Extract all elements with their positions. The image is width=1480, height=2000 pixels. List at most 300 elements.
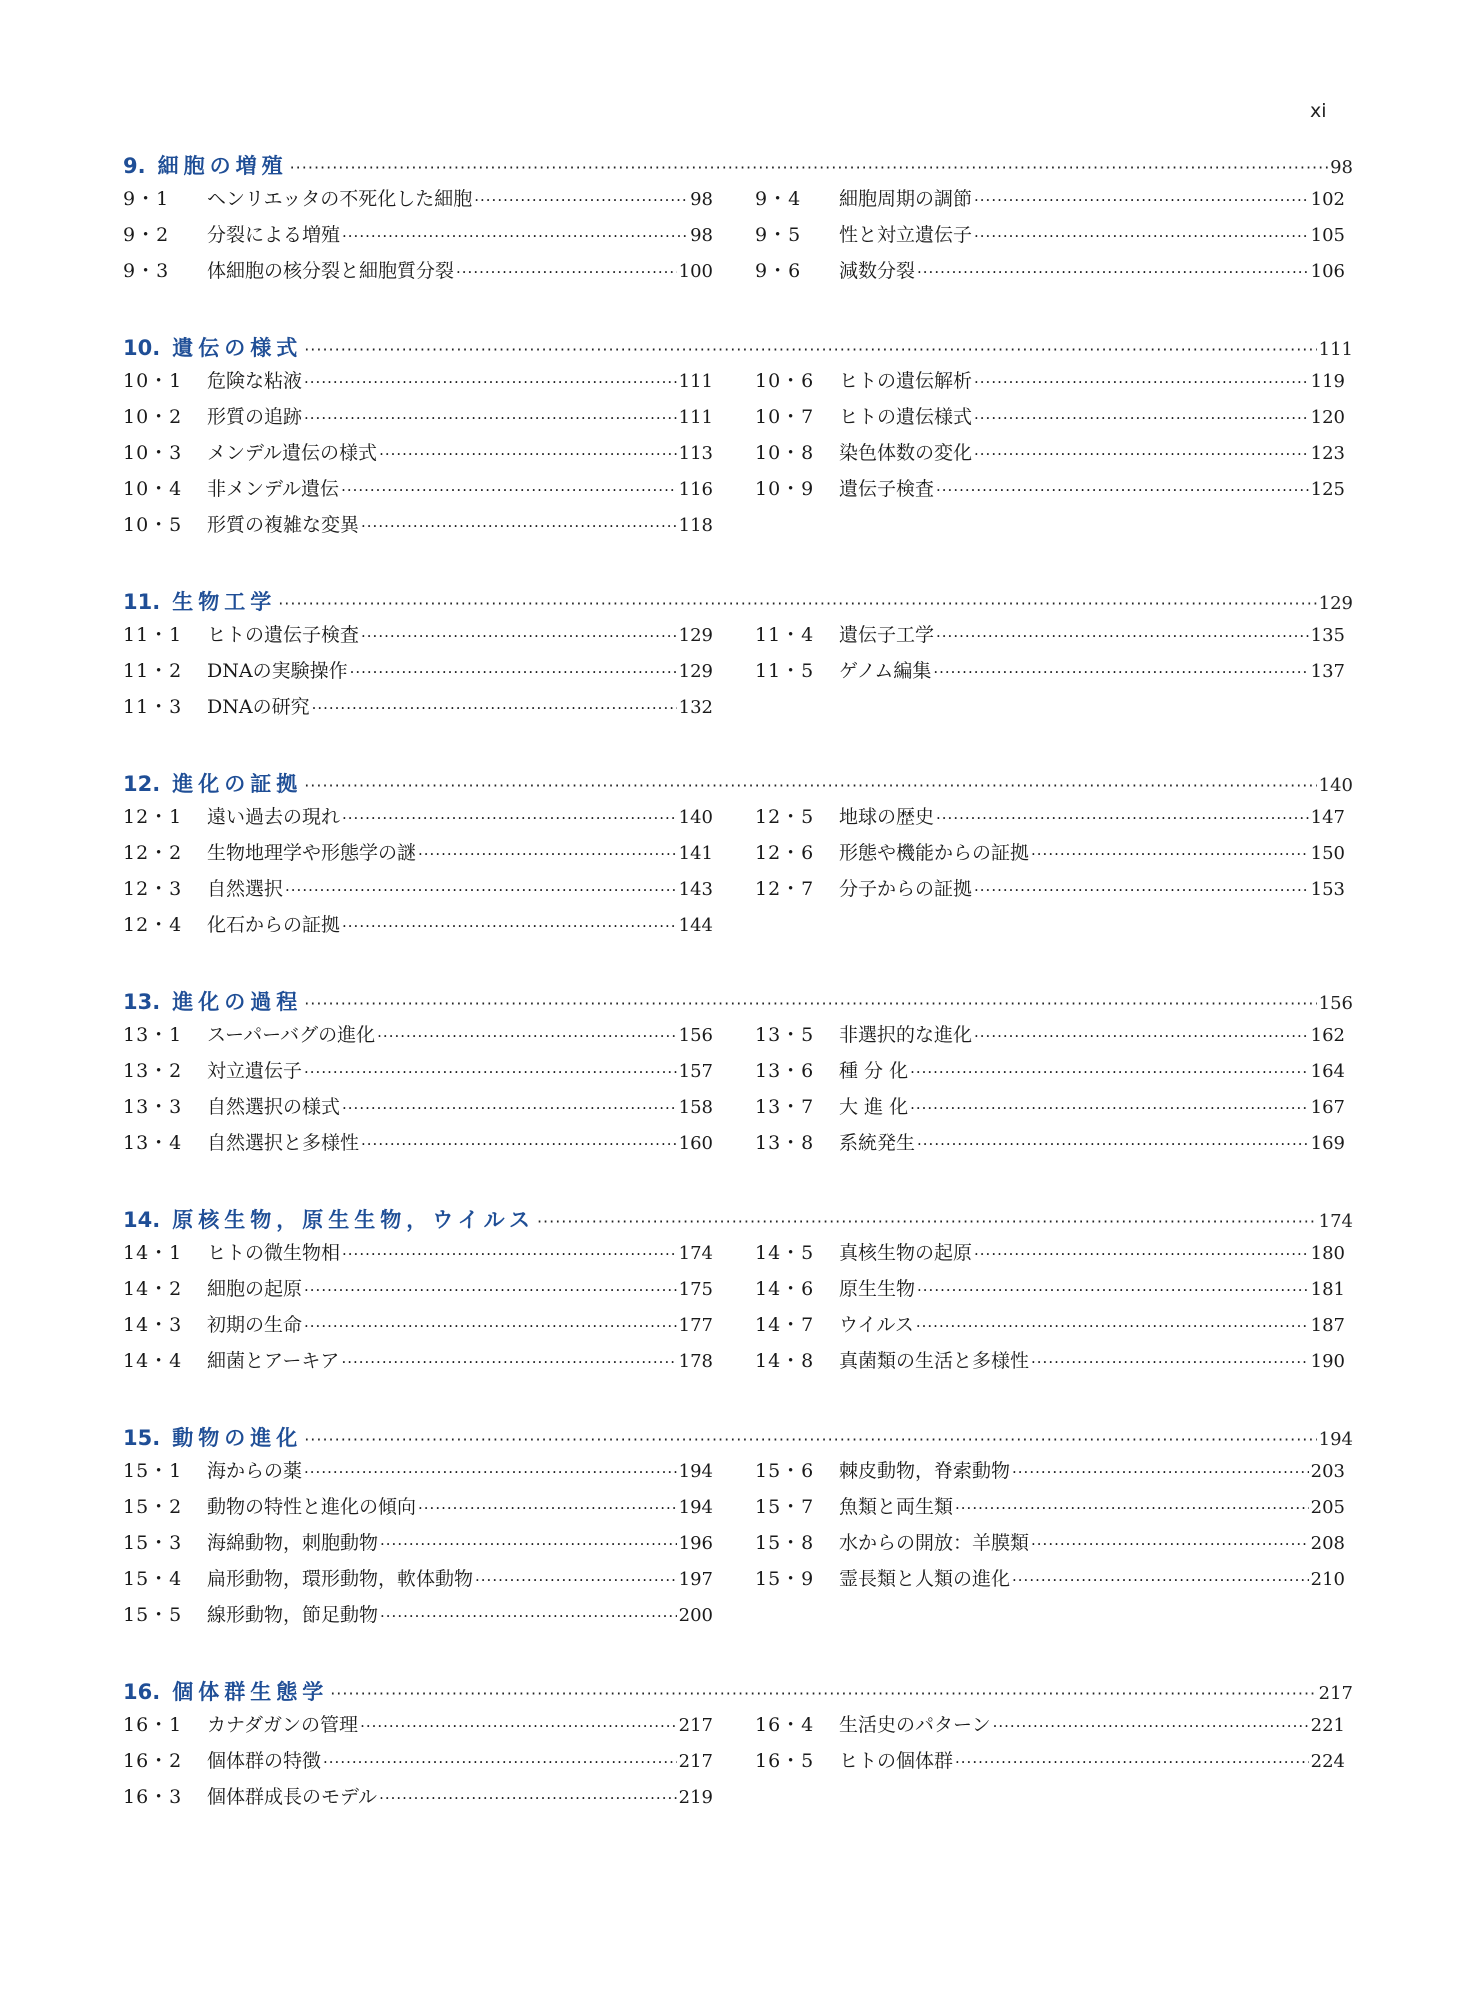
section-entry[interactable] <box>755 1092 1345 1128</box>
section-entry[interactable] <box>755 1020 1345 1056</box>
section-page: 194 <box>678 1497 713 1518</box>
section-title: 減数分裂 <box>839 260 916 282</box>
dot-leader <box>916 1317 1309 1335</box>
section-title: 扁形動物，環形動物，軟体動物 <box>207 1568 474 1590</box>
dot-leader <box>361 1135 677 1153</box>
section-number: 12・3 <box>123 878 183 900</box>
dot-leader <box>304 1463 677 1481</box>
section-page: 123 <box>1310 443 1345 464</box>
chapter-page: 174 <box>1318 1211 1353 1232</box>
section-entry[interactable] <box>755 1564 1345 1600</box>
chapter-heading[interactable] <box>123 768 1353 802</box>
section-number: 12・7 <box>755 878 815 900</box>
section-page: 164 <box>1310 1061 1345 1082</box>
section-title: 遺伝子検査 <box>839 478 935 500</box>
section-page: 113 <box>678 443 713 464</box>
section-entry[interactable] <box>123 474 713 510</box>
section-number: 9・1 <box>123 188 170 210</box>
chapter-number: 11. <box>123 590 161 614</box>
section-number: 11・4 <box>755 624 815 646</box>
dot-leader <box>418 845 677 863</box>
section-page: 120 <box>1310 407 1345 428</box>
section-title: 体細胞の核分裂と細胞質分裂 <box>207 260 455 282</box>
chapter-entry <box>123 1204 1353 1382</box>
section-title: 真核生物の起原 <box>839 1242 973 1264</box>
section-title: 自然選択と多様性 <box>207 1132 360 1154</box>
section-number: 11・1 <box>123 624 183 646</box>
dot-leader <box>304 373 677 391</box>
section-entry[interactable] <box>755 1346 1345 1382</box>
section-entry[interactable] <box>123 510 713 546</box>
section-page: 135 <box>1310 625 1345 646</box>
chapter-page: 217 <box>1318 1683 1353 1704</box>
section-page: 175 <box>678 1279 713 1300</box>
section-entry[interactable] <box>123 802 713 838</box>
dot-leader <box>974 1027 1309 1045</box>
chapter-heading[interactable] <box>123 986 1353 1020</box>
section-title: 真菌類の生活と多様性 <box>839 1350 1030 1372</box>
section-entry[interactable] <box>123 692 713 728</box>
section-number: 11・3 <box>123 696 183 718</box>
section-list <box>123 1020 1353 1164</box>
dot-leader <box>360 1717 677 1735</box>
section-number: 14・6 <box>755 1278 815 1300</box>
table-of-contents <box>123 150 1353 1858</box>
chapter-entry <box>123 332 1353 546</box>
section-title: 非選択的な進化 <box>839 1024 973 1046</box>
section-page: 224 <box>1310 1751 1345 1772</box>
section-number: 10・2 <box>123 406 183 428</box>
section-entry[interactable] <box>755 220 1345 256</box>
section-page: 210 <box>1310 1569 1345 1590</box>
section-entry[interactable] <box>755 402 1345 438</box>
section-title: カナダガンの管理 <box>207 1714 359 1736</box>
section-entry[interactable] <box>123 184 713 220</box>
section-page: 162 <box>1310 1025 1345 1046</box>
section-entry[interactable] <box>123 1092 713 1128</box>
section-entry[interactable] <box>755 1238 1345 1274</box>
section-entry[interactable] <box>123 1746 713 1782</box>
section-entry[interactable] <box>755 1492 1345 1528</box>
dot-leader <box>380 1607 677 1625</box>
section-page: 187 <box>1310 1315 1345 1336</box>
section-number: 9・4 <box>755 188 802 210</box>
chapter-heading[interactable] <box>123 332 1353 366</box>
dot-leader <box>278 594 1316 613</box>
section-page: 197 <box>678 1569 713 1590</box>
section-title: 地球の歴史 <box>839 806 935 828</box>
section-entry[interactable] <box>123 1782 713 1818</box>
section-page: 178 <box>678 1351 713 1372</box>
section-title: スーパーバグの進化 <box>207 1024 376 1046</box>
section-entry[interactable] <box>755 1746 1345 1782</box>
section-entry[interactable] <box>123 874 713 910</box>
section-entry[interactable] <box>755 802 1345 838</box>
section-number: 15・3 <box>123 1532 183 1554</box>
dot-leader <box>304 340 1316 359</box>
dot-leader <box>955 1499 1309 1517</box>
dot-leader <box>917 1135 1309 1153</box>
section-page: 167 <box>1310 1097 1345 1118</box>
section-list <box>123 184 1353 292</box>
section-entry[interactable] <box>755 438 1345 474</box>
chapter-entry <box>123 768 1353 946</box>
chapter-number: 9. <box>123 154 146 178</box>
dot-leader <box>917 1281 1309 1299</box>
section-page: 143 <box>678 879 713 900</box>
section-number: 16・4 <box>755 1714 815 1736</box>
section-title: ヒトの遺伝解析 <box>839 370 973 392</box>
section-entry[interactable] <box>123 1710 713 1746</box>
section-entry[interactable] <box>755 184 1345 220</box>
dot-leader <box>933 663 1308 681</box>
chapter-entry <box>123 150 1353 292</box>
section-number: 16・5 <box>755 1750 815 1772</box>
section-title: 海綿動物，刺胞動物 <box>207 1532 379 1554</box>
section-list <box>123 366 1353 546</box>
section-title: 線形動物，節足動物 <box>207 1604 379 1626</box>
section-entry[interactable] <box>755 366 1345 402</box>
chapter-heading[interactable] <box>123 1204 1353 1238</box>
section-entry[interactable] <box>755 1710 1345 1746</box>
section-title: 性と対立遺伝子 <box>839 224 973 246</box>
section-entry[interactable] <box>123 402 713 438</box>
section-title: 自然選択の様式 <box>207 1096 341 1118</box>
section-page: 153 <box>1310 879 1345 900</box>
section-number: 12・4 <box>123 914 183 936</box>
section-page: 111 <box>678 407 713 428</box>
section-entry[interactable] <box>755 1310 1345 1346</box>
section-entry[interactable] <box>123 1600 713 1636</box>
section-entry[interactable] <box>123 1274 713 1310</box>
section-page: 118 <box>678 515 713 536</box>
section-number: 10・8 <box>755 442 815 464</box>
chapter-entry <box>123 986 1353 1164</box>
section-entry[interactable] <box>123 438 713 474</box>
chapter-title: 原核生物，原生生物，ウイルス <box>172 1208 535 1232</box>
section-page: 203 <box>1310 1461 1345 1482</box>
chapter-title: 動物の進化 <box>172 1426 303 1450</box>
section-title: ヒトの微生物相 <box>207 1242 341 1264</box>
section-title: 遠い過去の現れ <box>207 806 341 828</box>
section-page: 98 <box>690 189 713 210</box>
dot-leader <box>304 409 677 427</box>
section-page: 190 <box>1310 1351 1345 1372</box>
section-entry[interactable] <box>123 1310 713 1346</box>
chapter-number: 14. <box>123 1208 161 1232</box>
section-entry[interactable] <box>755 474 1345 510</box>
section-entry[interactable] <box>123 1238 713 1274</box>
section-title: 大 進 化 <box>839 1096 909 1118</box>
section-entry[interactable] <box>755 620 1345 656</box>
dot-leader <box>377 1027 676 1045</box>
section-number: 12・6 <box>755 842 815 864</box>
section-entry[interactable] <box>755 874 1345 910</box>
chapter-heading[interactable] <box>123 586 1353 620</box>
section-number: 14・1 <box>123 1242 183 1264</box>
section-title: メンデル遺伝の様式 <box>207 442 378 464</box>
section-entry[interactable] <box>123 366 713 402</box>
section-number: 14・5 <box>755 1242 815 1264</box>
section-title: 危険な粘液 <box>207 370 303 392</box>
dot-leader <box>974 373 1309 391</box>
section-number: 14・3 <box>123 1314 183 1336</box>
dot-leader <box>342 809 677 827</box>
section-entry[interactable] <box>123 620 713 656</box>
dot-leader <box>974 227 1309 245</box>
dot-leader <box>456 263 677 281</box>
chapter-title: 個体群生態学 <box>172 1680 329 1704</box>
section-title: 染色体数の変化 <box>839 442 973 464</box>
section-title: ヒトの個体群 <box>839 1750 954 1772</box>
section-page: 208 <box>1310 1533 1345 1554</box>
section-entry[interactable] <box>123 1564 713 1600</box>
chapter-page: 140 <box>1318 775 1353 796</box>
section-page: 119 <box>1310 371 1345 392</box>
section-title: 原生生物 <box>839 1278 916 1300</box>
dot-leader <box>304 994 1316 1013</box>
dot-leader <box>537 1212 1317 1231</box>
section-number: 14・2 <box>123 1278 183 1300</box>
section-number: 16・3 <box>123 1786 183 1808</box>
chapter-title: 遺伝の様式 <box>172 336 303 360</box>
section-entry[interactable] <box>123 838 713 874</box>
section-number: 13・7 <box>755 1096 815 1118</box>
section-number: 13・8 <box>755 1132 815 1154</box>
section-number: 10・6 <box>755 370 815 392</box>
dot-leader <box>342 227 688 245</box>
chapter-title: 生物工学 <box>172 590 277 614</box>
section-page: 174 <box>678 1243 713 1264</box>
section-page: 141 <box>678 843 713 864</box>
section-entry[interactable] <box>123 910 713 946</box>
section-number: 13・2 <box>123 1060 183 1082</box>
dot-leader <box>304 1317 677 1335</box>
section-entry[interactable] <box>755 1456 1345 1492</box>
dot-leader <box>342 1099 677 1117</box>
section-list <box>123 1710 1353 1818</box>
dot-leader <box>330 1684 1316 1703</box>
section-number: 10・1 <box>123 370 183 392</box>
section-number: 10・9 <box>755 478 815 500</box>
section-number: 15・1 <box>123 1460 183 1482</box>
section-entry[interactable] <box>123 1456 713 1492</box>
section-list <box>123 620 1353 728</box>
chapter-title: 進化の証拠 <box>172 772 303 796</box>
dot-leader <box>323 1753 677 1771</box>
section-number: 15・8 <box>755 1532 815 1554</box>
empty-slot <box>755 692 1345 728</box>
section-list <box>123 1456 1353 1636</box>
dot-leader <box>1012 1571 1309 1589</box>
section-page: 100 <box>678 261 713 282</box>
section-title: 細菌とアーキア <box>207 1350 340 1372</box>
section-list <box>123 1238 1353 1382</box>
dot-leader <box>974 409 1309 427</box>
section-entry[interactable] <box>755 256 1345 292</box>
dot-leader <box>974 881 1309 899</box>
section-number: 12・2 <box>123 842 183 864</box>
section-number: 15・9 <box>755 1568 815 1590</box>
section-number: 13・6 <box>755 1060 815 1082</box>
empty-slot <box>755 910 1345 946</box>
chapter-heading[interactable] <box>123 1422 1353 1456</box>
section-page: 147 <box>1310 807 1345 828</box>
section-page: 217 <box>678 1715 713 1736</box>
dot-leader <box>1031 1535 1309 1553</box>
section-entry[interactable] <box>123 220 713 256</box>
section-number: 15・4 <box>123 1568 183 1590</box>
dot-leader <box>936 809 1309 827</box>
chapter-entry <box>123 586 1353 728</box>
section-title: DNAの研究 <box>207 696 310 718</box>
section-number: 9・2 <box>123 224 170 246</box>
section-title: 個体群成長のモデル <box>207 1786 378 1808</box>
section-title: 非メンデル遺伝 <box>207 478 340 500</box>
dot-leader <box>342 1245 677 1263</box>
dot-leader <box>993 1717 1309 1735</box>
dot-leader <box>379 445 677 463</box>
section-number: 9・6 <box>755 260 802 282</box>
section-entry[interactable] <box>755 656 1345 692</box>
section-page: 116 <box>678 479 713 500</box>
section-entry[interactable] <box>123 1056 713 1092</box>
section-page: 194 <box>678 1461 713 1482</box>
section-entry[interactable] <box>123 1528 713 1564</box>
section-list <box>123 802 1353 946</box>
section-title: DNAの実験操作 <box>207 660 348 682</box>
dot-leader <box>341 481 677 499</box>
section-number: 13・4 <box>123 1132 183 1154</box>
section-page: 137 <box>1310 661 1345 682</box>
chapter-entry <box>123 1676 1353 1818</box>
chapter-number: 13. <box>123 990 161 1014</box>
section-title: ウイルス <box>839 1314 914 1336</box>
page-number: xi <box>1310 100 1327 122</box>
chapter-page: 98 <box>1330 157 1353 178</box>
dot-leader <box>974 1245 1309 1263</box>
section-title: 個体群の特徴 <box>207 1750 322 1772</box>
dot-leader <box>285 881 677 899</box>
section-title: 形質の複雑な変異 <box>207 514 360 536</box>
dot-leader <box>475 1571 677 1589</box>
section-page: 125 <box>1310 479 1345 500</box>
section-title: 遺伝子工学 <box>839 624 935 646</box>
section-title: 生物地理学や形態学の謎 <box>207 842 417 864</box>
chapter-page: 129 <box>1318 593 1353 614</box>
section-number: 12・1 <box>123 806 183 828</box>
section-title: 霊長類と人類の進化 <box>839 1568 1011 1590</box>
dot-leader <box>917 263 1309 281</box>
section-page: 157 <box>678 1061 713 1082</box>
section-page: 158 <box>678 1097 713 1118</box>
section-page: 129 <box>678 661 713 682</box>
section-title: 分裂による増殖 <box>207 224 341 246</box>
section-entry[interactable] <box>755 1274 1345 1310</box>
section-page: 140 <box>678 807 713 828</box>
section-entry[interactable] <box>123 1346 713 1382</box>
section-entry[interactable] <box>755 1128 1345 1164</box>
section-entry[interactable] <box>123 1492 713 1528</box>
section-number: 14・4 <box>123 1350 183 1372</box>
section-number: 10・5 <box>123 514 183 536</box>
section-number: 14・8 <box>755 1350 815 1372</box>
empty-slot <box>755 1600 1345 1636</box>
dot-leader <box>361 517 677 535</box>
dot-leader <box>304 1063 677 1081</box>
section-title: 系統発生 <box>839 1132 916 1154</box>
dot-leader <box>290 158 1329 177</box>
section-page: 105 <box>1310 225 1345 246</box>
section-entry[interactable] <box>755 1528 1345 1564</box>
section-number: 9・5 <box>755 224 802 246</box>
section-page: 205 <box>1310 1497 1345 1518</box>
chapter-page: 194 <box>1318 1429 1353 1450</box>
section-page: 221 <box>1310 1715 1345 1736</box>
chapter-heading[interactable] <box>123 1676 1353 1710</box>
section-entry[interactable] <box>123 656 713 692</box>
section-number: 11・2 <box>123 660 183 682</box>
section-entry[interactable] <box>123 1020 713 1056</box>
section-page: 102 <box>1310 189 1345 210</box>
section-entry[interactable] <box>755 838 1345 874</box>
dot-leader <box>418 1499 677 1517</box>
section-page: 160 <box>678 1133 713 1154</box>
section-title: 分子からの証拠 <box>839 878 973 900</box>
section-number: 15・7 <box>755 1496 815 1518</box>
section-title: ヒトの遺伝様式 <box>839 406 973 428</box>
section-page: 106 <box>1310 261 1345 282</box>
section-number: 14・7 <box>755 1314 815 1336</box>
section-number: 16・2 <box>123 1750 183 1772</box>
chapter-number: 16. <box>123 1680 161 1704</box>
section-title: 細胞の起原 <box>207 1278 303 1300</box>
section-number: 13・5 <box>755 1024 815 1046</box>
section-entry[interactable] <box>123 1128 713 1164</box>
section-entry[interactable] <box>755 1056 1345 1092</box>
section-title: 魚類と両生類 <box>839 1496 954 1518</box>
empty-slot <box>755 1782 1345 1818</box>
dot-leader <box>936 627 1309 645</box>
dot-leader <box>312 699 677 717</box>
section-number: 9・3 <box>123 260 170 282</box>
dot-leader <box>304 776 1316 795</box>
dot-leader <box>1012 1463 1309 1481</box>
section-title: 対立遺伝子 <box>207 1060 303 1082</box>
section-number: 12・5 <box>755 806 815 828</box>
section-title: 動物の特性と進化の傾向 <box>207 1496 417 1518</box>
section-title: ヒトの遺伝子検査 <box>207 624 360 646</box>
chapter-number: 15. <box>123 1426 161 1450</box>
section-number: 15・5 <box>123 1604 183 1626</box>
section-number: 11・5 <box>755 660 815 682</box>
section-entry[interactable] <box>123 256 713 292</box>
section-number: 15・2 <box>123 1496 183 1518</box>
dot-leader <box>910 1099 1309 1117</box>
dot-leader <box>1031 845 1309 863</box>
section-page: 180 <box>1310 1243 1345 1264</box>
chapter-heading[interactable] <box>123 150 1353 184</box>
chapter-entry <box>123 1422 1353 1636</box>
section-number: 13・1 <box>123 1024 183 1046</box>
section-title: 種 分 化 <box>839 1060 909 1082</box>
dot-leader <box>910 1063 1309 1081</box>
section-page: 177 <box>678 1315 713 1336</box>
dot-leader <box>974 191 1309 209</box>
dot-leader <box>361 627 677 645</box>
section-page: 129 <box>678 625 713 646</box>
section-title: 細胞周期の調節 <box>839 188 973 210</box>
